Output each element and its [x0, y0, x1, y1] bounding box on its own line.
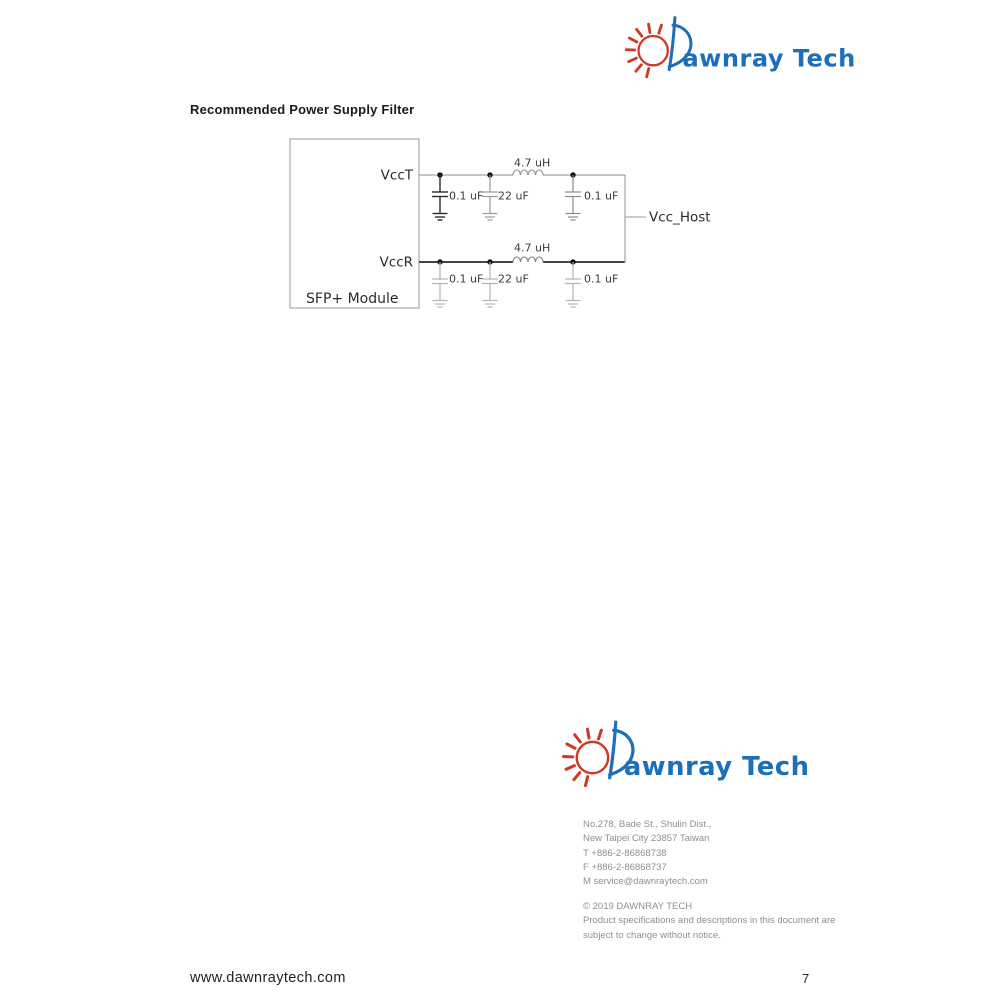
cap-value-label: 0.1 uF: [449, 189, 484, 203]
address-line: T +886-2-86868738: [583, 847, 667, 859]
capacitor-symbol: [482, 175, 498, 220]
module-label: SFP+ Module: [306, 291, 399, 307]
capacitor-symbol: [482, 262, 498, 307]
cap-value-label: 0.1 uF: [584, 272, 619, 286]
sun-icon: [564, 729, 609, 785]
legal-line: subject to change without notice.: [583, 929, 721, 941]
cap-value-label: 0.1 uF: [449, 272, 484, 286]
legal-line: Product specifications and descriptions in this document are: [583, 915, 836, 927]
company-address: [583, 818, 711, 889]
port-label-vcct: VccT: [380, 167, 413, 184]
brand-wordmark: awnray Tech: [682, 44, 856, 73]
address-line: M service@dawnraytech.com: [583, 876, 708, 888]
sun-icon: [626, 24, 668, 77]
footer-website: www.dawnraytech.com: [190, 970, 346, 986]
dawnray-logo-header: [622, 7, 856, 83]
module-box: [290, 139, 419, 308]
inductor-symbol-top: [513, 170, 543, 175]
cap-value-label: 22 uF: [498, 272, 529, 286]
page-number: 7: [802, 971, 810, 986]
legal-line: © 2019 DAWNRAY TECH: [583, 901, 693, 912]
output-wire: [625, 175, 646, 263]
inductor-value-label: 4.7 uH: [514, 156, 551, 170]
inductor-symbol-bottom: [513, 257, 543, 262]
cap-value-label: 22 uF: [498, 189, 529, 203]
power-supply-filter-diagram: [280, 130, 720, 320]
section-heading: Recommended Power Supply Filter: [190, 102, 415, 117]
address-line: No.278, Bade St., Shulin Dist.,: [583, 819, 712, 830]
capacitor-symbol: [565, 175, 581, 220]
cap-value-label: 0.1 uF: [584, 189, 619, 203]
junction-dots: [437, 172, 575, 264]
capacitor-symbol: [432, 175, 448, 220]
port-label-vccr: VccR: [379, 254, 413, 271]
dawnray-logo-footer: [559, 711, 810, 792]
address-line: New Taipei City 23857 Taiwan: [583, 833, 710, 845]
brand-wordmark: awnray Tech: [623, 751, 810, 782]
capacitor-symbol: [565, 262, 581, 307]
address-line: F +886-2-86868737: [583, 861, 667, 873]
capacitor-symbol: [432, 262, 448, 307]
output-net-label: Vcc_Host: [649, 209, 711, 226]
inductor-value-label: 4.7 uH: [514, 241, 551, 255]
copyright-notice: [583, 900, 835, 943]
